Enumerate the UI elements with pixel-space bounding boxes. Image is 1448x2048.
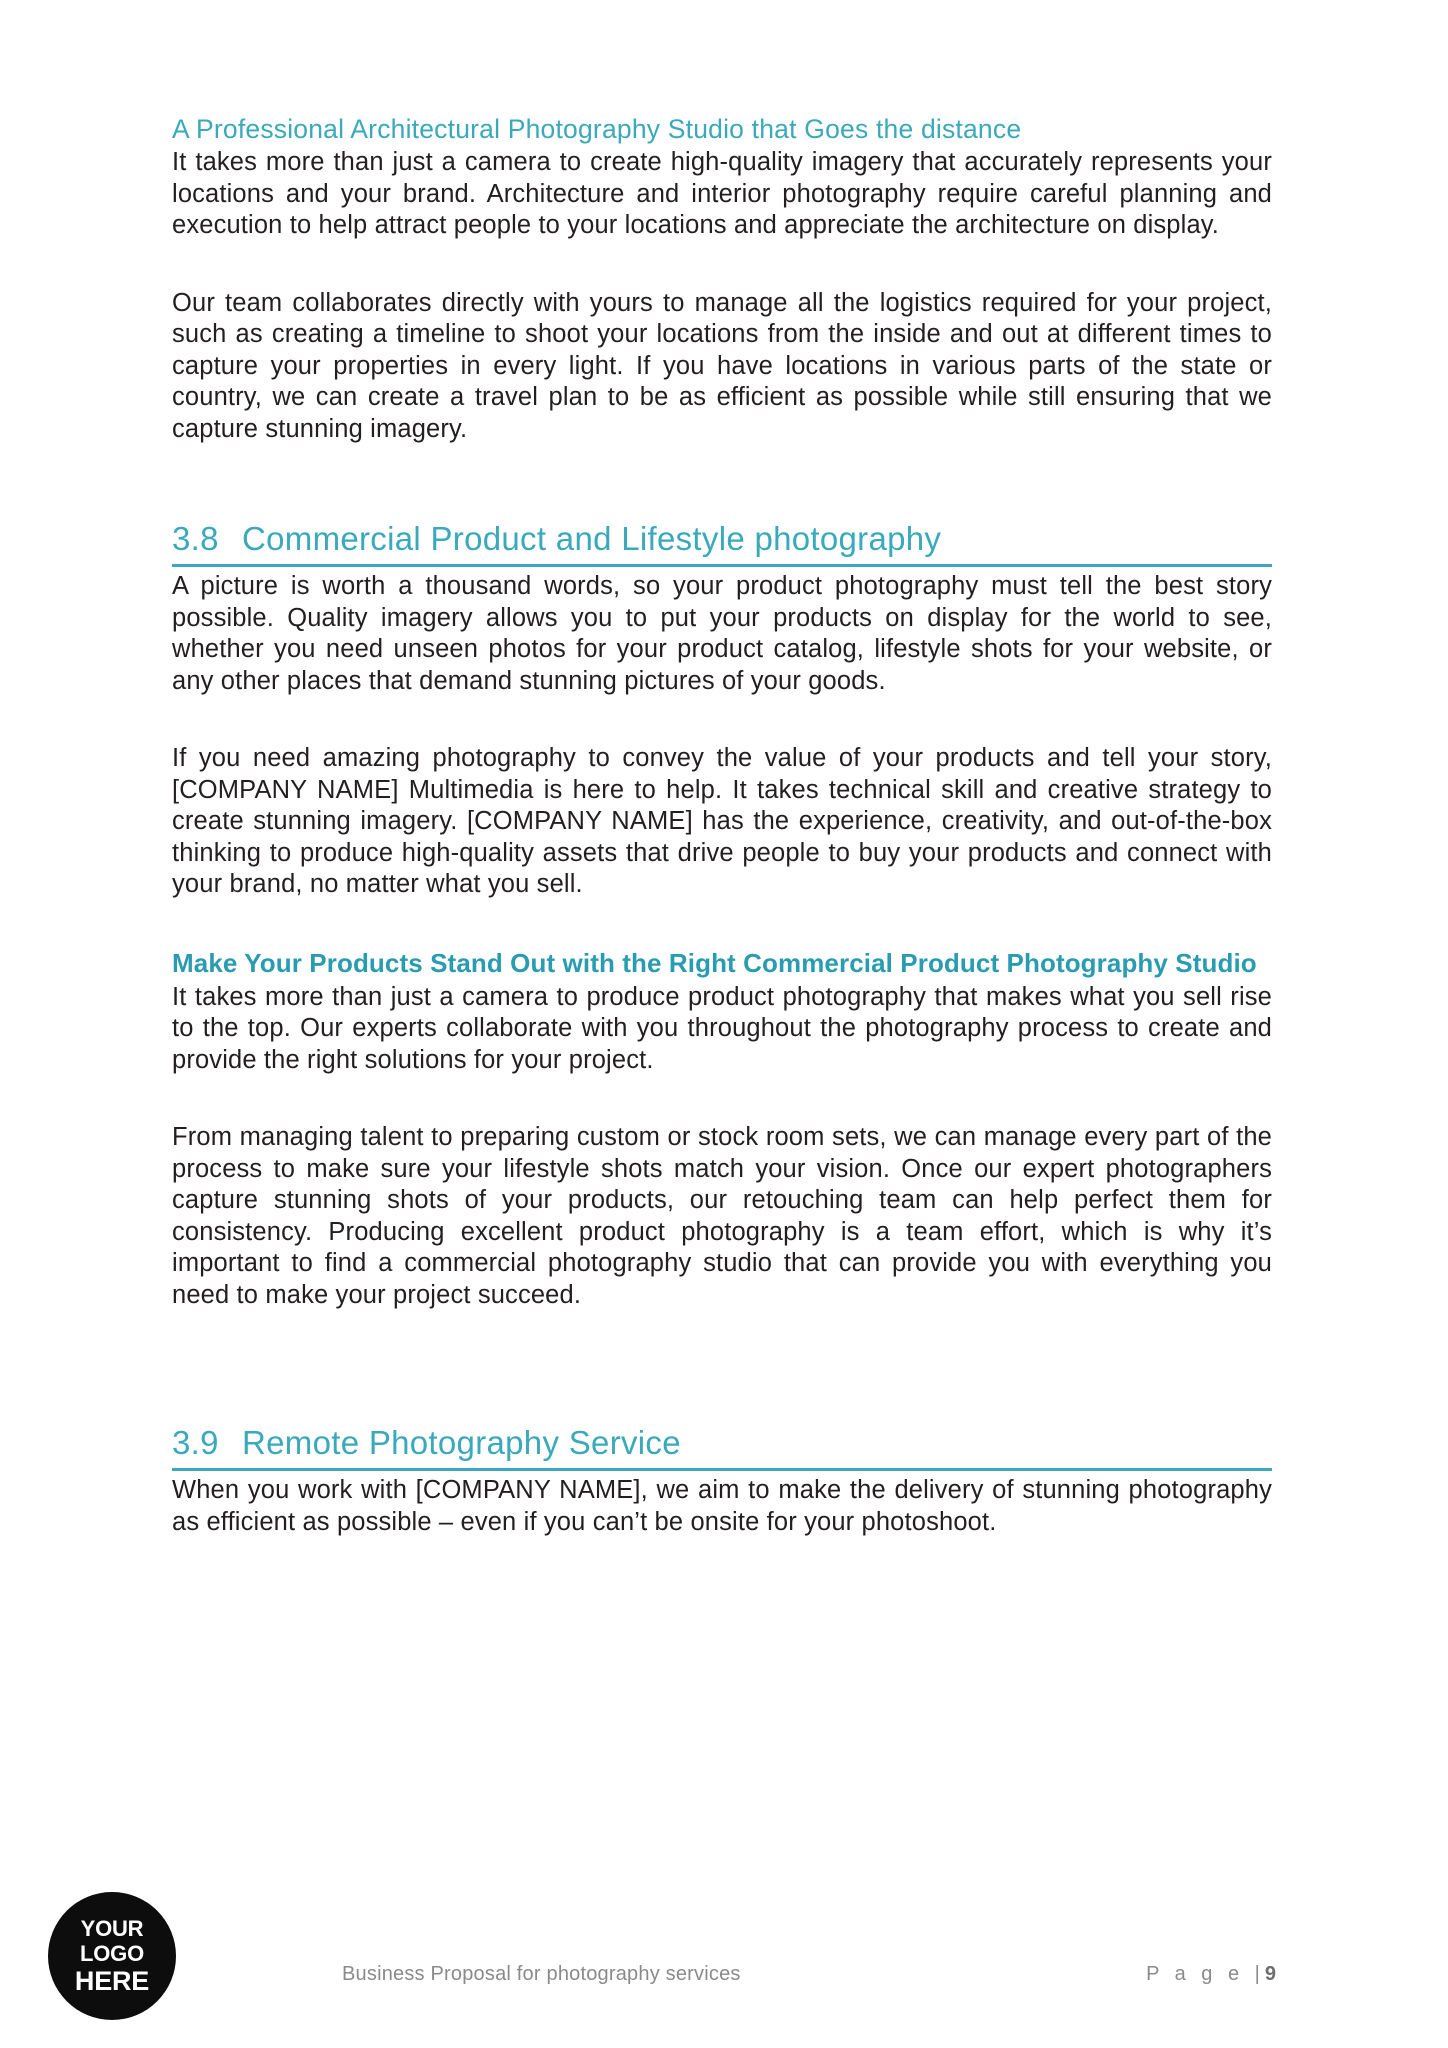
logo-line-3: HERE [74, 1965, 150, 1996]
section-heading-3-9 [172, 1423, 1272, 1471]
intro-paragraph-1: It takes more than just a camera to create high-quality imagery that accurately represents your locations and your brand. Architecture and interior photography require careful planning and execution to help attract people to your locations and appreciate the architecture on display. [172, 148, 1272, 239]
paragraph-spacer [172, 242, 1272, 288]
page-footer [0, 1858, 1448, 2048]
section-38-paragraph-4: From managing talent to preparing custom or stock room sets, we can manage every part of the process to make sure your lifestyle shots match your vision. Once our expert photographers capture stunning shots of your products, our retouching team can help perfect them for consistency. Producing excellent product photography is a team effort, which is why it’s important to find a commercial photography studio that can provide you with everything you need to make your project succeed. [172, 1123, 1272, 1309]
footer-page-number [1146, 1963, 1276, 1986]
logo-line-2: LOGO [80, 1940, 144, 1966]
intro-subheading: A Professional Architectural Photography Studio that Goes the distance [172, 114, 1022, 144]
logo-line-1: YOUR [80, 1915, 144, 1941]
section-38-paragraph-3: It takes more than just a camera to produce product photography that makes what you sell rise to the top. Our experts collaborate with you throughout the photography process to create and provide the right solutions for your project. [172, 982, 1272, 1074]
section-38-paragraph-1: A picture is worth a thousand words, so your product photography must tell the best story possible. Quality imagery allows you to put your products on display for the world to see, whether you need unseen photos for your product catalog, lifestyle shots for your website, or any other places that demand stunning pictures of your goods. [172, 572, 1272, 695]
paragraph-spacer [172, 901, 1272, 947]
section-38-subheading: Make Your Products Stand Out with the Right Commercial Product Photography Studio [172, 947, 1257, 978]
page-number-value: 9 [1264, 1963, 1276, 1985]
section-title-3-8: Commercial Product and Lifestyle photography [242, 520, 942, 557]
paragraph-spacer [172, 1076, 1272, 1122]
section-38-paragraph-2: If you need amazing photography to convey the value of your products and tell your story, [COMPANY NAME] Multimedia is here to help. It takes technical skill and creative strategy to create stunning imagery. [COMPANY NAME] has the experience, creativity, and out-of-the-box thinking to produce high-quality assets that drive people to buy your products and connect with your brand, no matter what you sell. [172, 744, 1272, 898]
section-spacer-38 [172, 445, 1272, 519]
top-spacer [172, 0, 1272, 112]
section-number-3-9: 3.9 [172, 1424, 219, 1461]
footer-document-title: Business Proposal for photography services [342, 1963, 741, 1985]
intro-paragraph-2: Our team collaborates directly with yours to manage all the logistics required for your project, such as creating a timeline to shoot your locations from the inside and out at different times to capture your properties in every light. If you have locations in various parts of the state or country, we can create a travel plan to be as efficient as possible while still ensuring that we capture stunning imagery. [172, 288, 1272, 443]
page-label: P a g e | [1146, 1963, 1265, 1985]
paragraph-spacer [172, 697, 1272, 743]
section-title-3-9: Remote Photography Service [242, 1424, 681, 1461]
logo-placeholder [48, 1892, 176, 2020]
section-spacer-39 [172, 1311, 1272, 1423]
page-content [172, 0, 1272, 1538]
section-39-paragraph-1: When you work with [COMPANY NAME], we aim to make the delivery of stunning photography as efficient as possible – even if you can’t be onsite for your photoshoot. [172, 1476, 1272, 1536]
section-heading-3-8 [172, 519, 1272, 567]
section-number-3-8: 3.8 [172, 520, 219, 557]
